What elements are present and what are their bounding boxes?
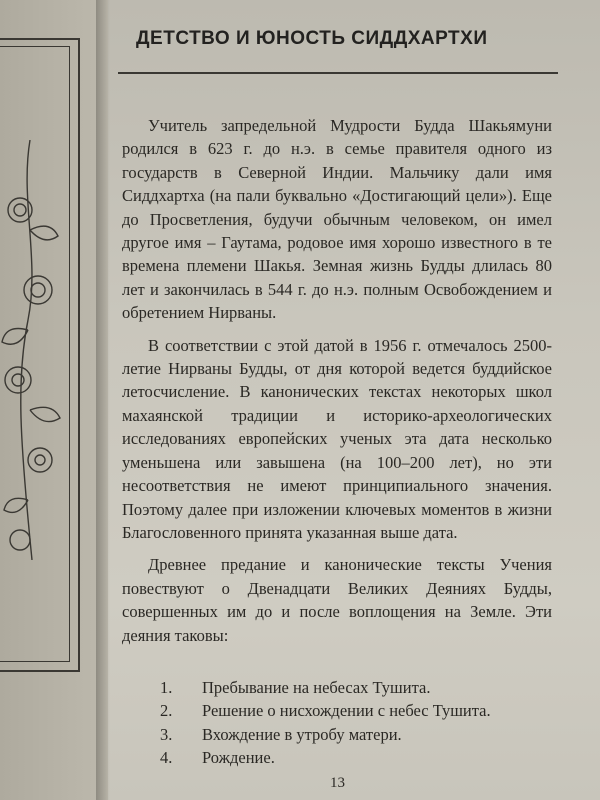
- deeds-list: [160, 676, 560, 770]
- paragraph-2: В соответствии с этой датой в 1956 г. отмечалось 2500-летие Нирваны Будды, от дня которой ведется буддийское летосчисление. В канонических текстах некоторых школ махаянской традиции и историко-археологических исследованиях европейских ученых эта дата несколько уменьшена или завышена (на 100–200 лет), но эти несоответствия не имеют принципиального значения. Поэтому далее при изложении ключевых моментов в жизни Благословенного принята указанная выше дата.: [122, 335, 552, 542]
- list-item-text: Вхождение в утробу матери.: [202, 724, 402, 744]
- list-item-text: Рождение.: [202, 748, 275, 768]
- list-item-number: 1.: [160, 678, 173, 697]
- list-item: [160, 676, 560, 699]
- list-item: [160, 699, 560, 722]
- chapter-header: [118, 22, 558, 72]
- header-rule: [118, 72, 558, 74]
- floral-ornament-icon: [0, 140, 70, 560]
- paragraph-1: Учитель запредельной Мудрости Будда Шакьямуни родился в 623 г. до н.э. в семье правителя одного из государств в Северной Индии. Мальчику дали имя Сиддхартха (на пали буквально «Достигающий цели»). Еще до Просветления, будучи обычным человеком, он имел другое имя – Гаутама, родовое имя хорошо известного в те времена племени Шакья. Земная жизнь Будды длилась 80 лет и закончилась в 544 г. до н.э. полным Освобождением и обретением Нирваны.: [122, 116, 552, 323]
- body-text: [122, 114, 552, 656]
- list-item-text: Пребывание на небесах Тушита.: [202, 678, 431, 697]
- list-item-text: Решение о нисхождении с небес Тушита.: [202, 701, 491, 721]
- list-item: [160, 723, 560, 746]
- list-item-number: 2.: [160, 701, 173, 721]
- paragraph-3: Древнее предание и канонические тексты Учения повествуют о Двенадцати Великих Деяниях Будды, совершенных им до и после воплощения на Земле. Эти деяния таковы:: [122, 555, 552, 645]
- chapter-title: ДЕТСТВО И ЮНОСТЬ СИДДХАРТХИ: [136, 28, 488, 49]
- list-item-number: 4.: [160, 748, 173, 768]
- list-item: [160, 746, 560, 769]
- list-item-number: 3.: [160, 724, 173, 744]
- book-spine-shadow: [96, 0, 110, 800]
- page-number: 13: [330, 775, 345, 791]
